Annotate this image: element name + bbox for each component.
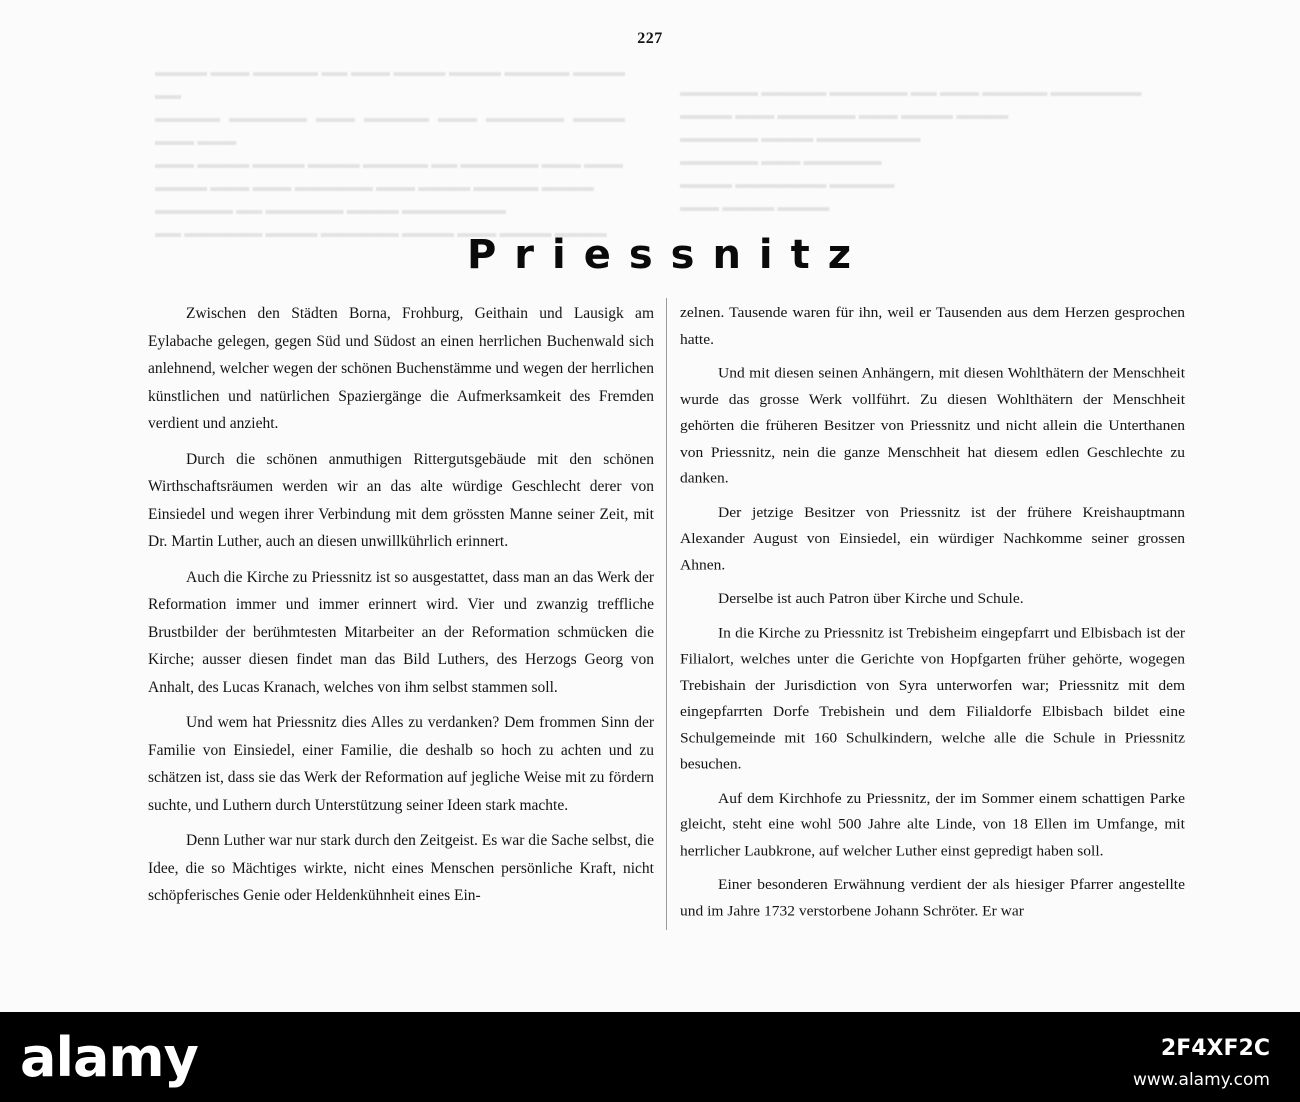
page-number: 227	[637, 30, 663, 47]
paragraph: Einer besonderen Erwähnung verdient der als hiesiger Pfarrer angestellte und im Jahre 1732 verstorbene Johann Schröter. Er war	[680, 876, 1185, 920]
right-column	[680, 300, 1185, 932]
image-id: 2F4XF2C	[1160, 1036, 1270, 1061]
alamy-logo: alamy	[20, 1026, 198, 1089]
page-title: Priessnitz	[466, 232, 870, 278]
paragraph: Und wem hat Priessnitz dies Alles zu verdanken? Dem frommen Sinn der Familie von Einsiedel, einer Familie, die deshalb so hoch zu achten und zu schätzen ist, dass sie das Werk der Reformation auf jegliche Weise mit zu fördern suchte, und Luthern durch Unterstützung seiner Ideen stark machte.	[148, 714, 654, 814]
left-column	[148, 300, 654, 918]
column-divider	[666, 298, 667, 930]
paragraph-continuation: zelnen. Tausende waren für ihn, weil er Tausenden aus dem Herzen gesprochen hatte.	[680, 304, 1185, 348]
paragraph: Durch die schönen anmuthigen Rittergutsgebäude mit den schönen Wirthschaftsräumen werden wir an das alte würdige Geschlecht derer von Einsiedel und wegen ihrer Verbindung mit dem grössten Manne seiner Zeit, mit Dr. Martin Luther, auch an diesen unwillkührlich erinnert.	[148, 450, 654, 550]
watermark-banner	[0, 1012, 1300, 1102]
paragraph: Und mit diesen seinen Anhängern, mit diesen Wohlthätern der Menschheit wurde das grosse Werk vollführt. Zu diesen Wohlthätern der Menschheit gehörten die früheren Besitzer von Priessnitz und nicht allein die Unterthanen von Priessnitz, nein die ganze Menschheit hat diesem edlen Geschlechte zu danken.	[680, 365, 1185, 487]
paragraph: Der jetzige Besitzer von Priessnitz ist der frühere Kreishauptmann Alexander August von Einsiedel, ein würdiger Nachkomme seiner grossen Ahnen.	[680, 504, 1185, 573]
paragraph: Auch die Kirche zu Priessnitz ist so ausgestattet, dass man an das Werk der Reformation immer und immer erinnert wird. Vier und zwanzig treffliche Brustbilder der berühmtesten Mitarbeiter an der Reformation schmücken die Kirche; ausser diesen findet man das Bild Luthers, des Herzogs Georg von Anhalt, des Lucas Kranach, welches von ihm selbst stammen soll.	[148, 568, 654, 696]
paragraph: Auf dem Kirchhofe zu Priessnitz, der im Sommer einem schattigen Parke gleicht, steht eine wohl 500 Jahre alte Linde, von 18 Ellen im Umfange, mit herrlicher Laubkrone, auf welcher Luther einst gepredigt haben soll.	[680, 790, 1185, 859]
paragraph: Denn Luther war nur stark durch den Zeitgeist. Es war die Sache selbst, die Idee, die so Mächtiges wirkte, nicht eines Menschen persönliche Kraft, nicht schöpferisches Genie oder Heldenkühnheit eines Ein-	[148, 832, 654, 904]
watermark-url: www.alamy.com	[1132, 1070, 1270, 1090]
paragraph: Derselbe ist auch Patron über Kirche und Schule.	[718, 590, 1024, 607]
paragraph: Zwischen den Städten Borna, Frohburg, Geithain und Lausigk am Eylabache gelegen, gegen Süd und Südost an einen herrlichen Buchenwald sich anlehnend, welcher wegen der schönen Buchenstämme und wegen der herrlichen künstlichen und natürlichen Spaziergänge die Aufmerksamkeit des Fremden verdient und anzieht.	[148, 305, 654, 432]
paragraph: In die Kirche zu Priessnitz ist Trebisheim eingepfarrt und Elbisbach ist der Filialort, welches unter die Gerichte von Hopfgarten früher gehörte, wogegen Trebishain der Jurisdiction von Syra unterworfen war; Priessnitz mit dem eingepfarrten Dorfe Trebishein und dem Filialdorfe Elbisbach bildet eine Schulgemeinde mit 160 Schulkindern, welche alle die Schule in Priessnitz besuchen.	[680, 624, 1185, 773]
bleed-through-right: ▬▬▬▬▬▬ ▬▬▬▬▬ ▬▬▬▬▬▬ ▬▬ ▬▬▬ ▬▬▬▬▬ ▬▬▬▬▬▬▬ ▬▬▬▬ ▬▬▬ ▬▬▬▬▬▬ ▬▬▬ ▬▬▬▬ ▬▬▬▬ ▬▬▬▬▬▬ ▬▬▬▬ ▬▬▬▬▬▬▬▬ ▬▬▬▬▬▬ ▬▬▬ ▬▬▬▬▬▬ ▬▬▬▬ ▬▬▬▬▬▬▬ ▬▬▬▬▬ ▬▬▬ ▬▬▬▬ ▬▬▬▬	[680, 84, 1142, 214]
bleed-through-left: ▬▬▬▬ ▬▬▬ ▬▬▬▬▬ ▬▬ ▬▬▬ ▬▬▬▬ ▬▬▬▬ ▬▬▬▬▬ ▬▬▬▬ ▬▬ ▬▬▬▬▬ ▬▬▬▬▬▬ ▬▬▬ ▬▬▬▬▬ ▬▬▬ ▬▬▬▬▬▬ ▬▬▬▬ ▬▬▬ ▬▬▬ ▬▬▬ ▬▬▬▬ ▬▬▬▬ ▬▬▬▬ ▬▬▬▬▬ ▬▬ ▬▬▬▬▬▬ ▬▬▬ ▬▬▬ ▬▬▬▬ ▬▬▬ ▬▬▬ ▬▬▬▬▬▬ ▬▬▬ ▬▬▬▬ ▬▬▬▬▬ ▬▬▬▬ ▬▬▬▬▬▬ ▬▬ ▬▬▬▬▬▬ ▬▬▬▬ ▬▬▬▬▬▬▬▬ ▬▬ ▬▬▬▬▬▬ ▬▬▬▬ ▬▬▬▬▬▬ ▬▬▬▬ ▬▬▬ ▬▬▬▬ ▬▬▬▬	[155, 64, 625, 240]
